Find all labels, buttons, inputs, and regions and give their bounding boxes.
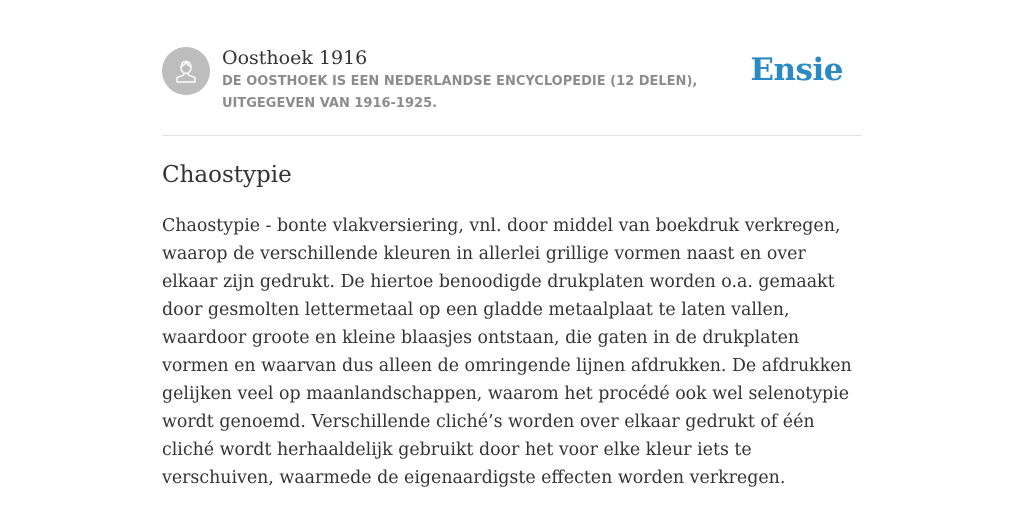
entry-body: Chaostypie - bonte vlakversiering, vnl. door middel van boekdruk verkregen, waarop de verschillende kleuren in allerlei grillige vormen naast en over elkaar zijn gedrukt. De hiertoe benoodigde drukplaten worden o.a. gemaakt door gesmolten lettermetaal op een gladde metaalplaat te laten vallen, waardoor groote en kleine blaasjes ontstaan, die gaten in de drukplaten vormen en waarvan dus alleen de omringende lijnen afdrukken. De afdrukken gelijken veel op maanlandschappen, waarom het procédé ook wel selenotypie wordt genoemd. Verschillende cliché’s worden over elkaar gedrukt of één cliché wordt herhaaldelijk gebruikt door het voor elke kleur iets te verschuiven, waarmede de eigenaardigste effecten worden verkregen. bbox=[162, 216, 852, 488]
entry-title: Chaostypie bbox=[162, 162, 292, 188]
user-icon bbox=[171, 56, 201, 86]
page-container bbox=[162, 0, 862, 488]
source-description: DE OOSTHOEK IS EEN NEDERLANDSE ENCYCLOPEDIE (12 DELEN), UITGEGEVEN VAN 1916-1925. bbox=[222, 74, 698, 111]
ensie-logo[interactable]: Ensie bbox=[750, 52, 843, 88]
source-title[interactable]: Oosthoek 1916 bbox=[222, 47, 368, 69]
source-avatar[interactable] bbox=[162, 47, 210, 95]
source-header bbox=[162, 0, 862, 136]
